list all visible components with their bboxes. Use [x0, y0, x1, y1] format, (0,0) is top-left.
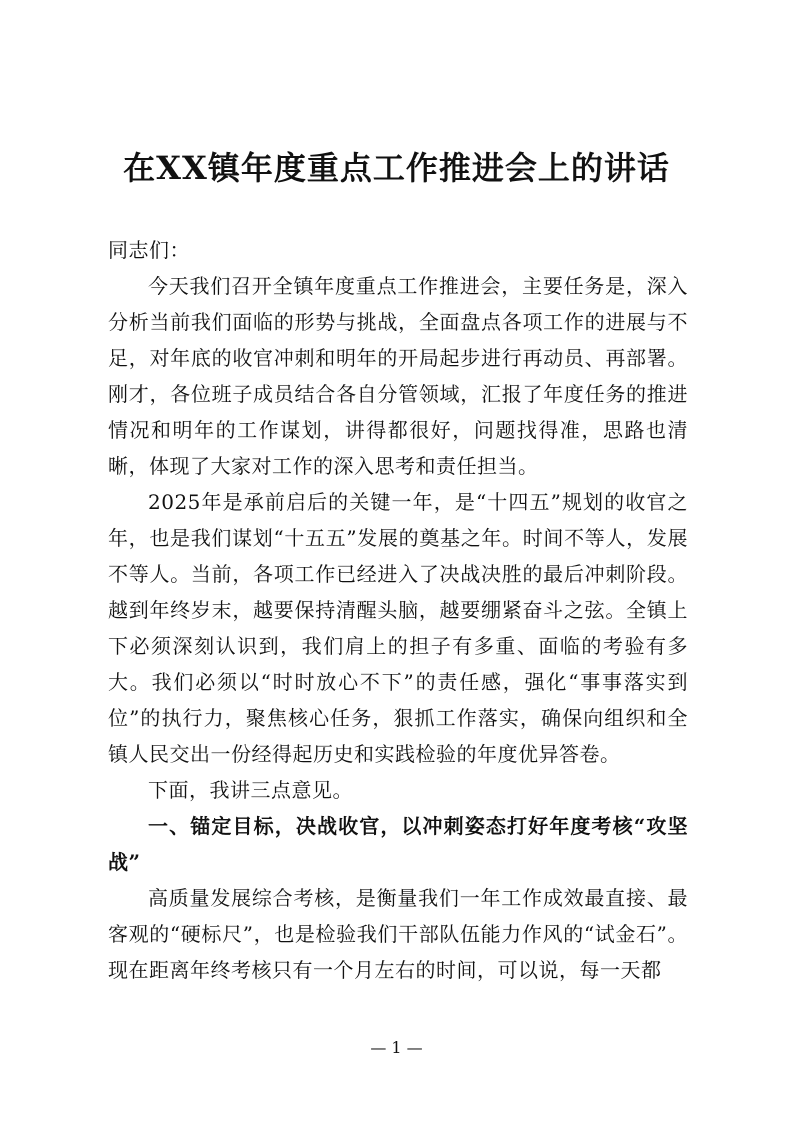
page-number: — 1 — [370, 1038, 423, 1057]
paragraph-context: 2025年是承前启后的关键一年，是“十四五”规划的收官之年，也是我们谋划“十五五”发展的奠基之年。时间不等人，发展不等人。当前，各项工作已经进入了决战决胜的最后冲刺阶段。越到年终岁末，越要保持清醒头脑，越要绷紧奋斗之弦。全镇上下必须深刻认识到，我们肩上的担子有多重、面临的考验有多大。我们必须以“时时放心不下”的责任感，强化“事事落实到位”的执行力，聚焦核心任务，狠抓工作落实，确保向组织和全镇人民交出一份经得起历史和实践检验的年度优异答卷。 [108, 490, 688, 766]
section-heading-1: 一、锚定目标，决战收官，以冲刺姿态打好年度考核“攻坚战” [108, 814, 688, 874]
speech-body [108, 232, 688, 988]
paragraph-transition: 下面，我讲三点意见。 [148, 778, 353, 802]
salutation: 同志们： [108, 238, 190, 262]
paragraph-section-1: 高质量发展综合考核，是衡量我们一年工作成效最直接、最客观的“硬标尺”，也是检验我们干部队伍能力作风的“试金石”。现在距离年终考核只有一个月左右的时间，可以说，每一天都 [108, 886, 688, 982]
paragraph-opening: 今天我们召开全镇年度重点工作推进会，主要任务是，深入分析当前我们面临的形势与挑战，全面盘点各项工作的进展与不足，对年底的收官冲刺和明年的开局起步进行再动员、再部署。刚才，各位班子成员结合各自分管领域，汇报了年度任务的推进情况和明年的工作谋划，讲得都很好，问题找得准，思路也清晰，体现了大家对工作的深入思考和责任担当。 [108, 274, 688, 478]
page-title: 在XX镇年度重点工作推进会上的讲话 [123, 149, 670, 187]
